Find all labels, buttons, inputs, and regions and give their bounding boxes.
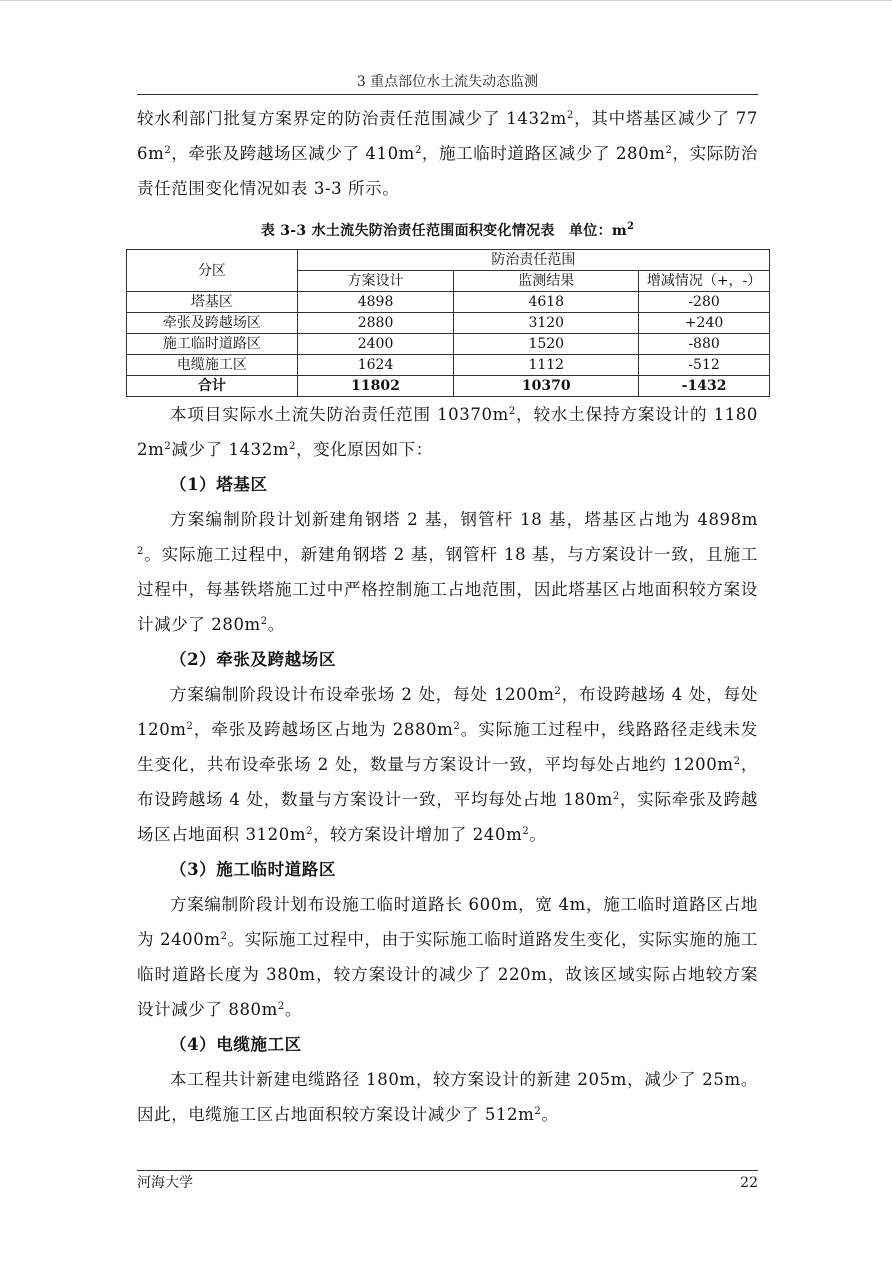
text-run: ，较方案设计增加了 240m	[313, 825, 523, 844]
superscript: 2	[164, 145, 172, 156]
header-plan: 方案设计	[297, 271, 454, 292]
superscript: 2	[414, 145, 422, 156]
section-heading: （2）牵张及跨越场区	[170, 650, 336, 669]
text-run: 本工程共计新建电缆路径 180m，较方案设计的新建 205m，减少了 25m。因此，电缆施工区占地面积较方案设计减少了 512m	[137, 1070, 758, 1124]
text-run: ，变化原因如下：	[296, 440, 433, 459]
cell-result: 1520	[454, 334, 639, 355]
cell-zone: 塔基区	[127, 292, 298, 313]
section-paragraph	[137, 1062, 758, 1132]
header-zone: 分区	[127, 250, 298, 292]
text-run: 减少了 1432m	[171, 440, 290, 459]
cell-delta: -1432	[639, 376, 770, 397]
text-run: 本项目实际水土流失防治责任范围 10370m	[170, 405, 509, 424]
superscript: 2	[137, 546, 144, 557]
header-delta: 增减情况（+，-）	[639, 271, 770, 292]
text-run: 。	[267, 615, 285, 634]
cell-result: 3120	[454, 313, 639, 334]
cell-zone: 合计	[127, 376, 298, 397]
table-row	[127, 313, 770, 334]
cell-result: 4618	[454, 292, 639, 313]
text-run: ，其中塔基区减少了 776m	[137, 109, 758, 163]
superscript: 2	[277, 1001, 285, 1012]
superscript: 2	[665, 145, 673, 156]
superscript: 2	[453, 721, 461, 732]
text-run: 。实际施工过程中，新建角钢塔 2 基，钢管杆 18 基，与方案设计一致，且施工过程中，每基铁塔施工过中严格控制施工占地范围，因此塔基区占地面积较方案设计减少了 280m	[137, 545, 758, 634]
text-run: 。	[529, 825, 547, 844]
section-heading: （3）施工临时道路区	[170, 860, 336, 879]
superscript: 2	[508, 406, 516, 417]
table-row	[127, 355, 770, 376]
section-heading: （1）塔基区	[170, 475, 268, 494]
superscript: 2	[186, 721, 194, 732]
text-run: ，较水土保持方案设计的 11802m	[137, 405, 758, 459]
cell-plan: 2880	[297, 313, 454, 334]
caption-text: 表 3-3 水土流失防治责任范围面积变化情况表 单位：m	[260, 223, 627, 239]
text-run: 方案编制阶段设计布设牵张场 2 处，每处 1200m	[170, 685, 555, 704]
text-run: 。实际施工过程中，线路路径走线未发生变化，共布设牵张场 2 处，数量与方案设计一致，平均每处占地约 1200m	[137, 720, 758, 774]
text-run: ，实际防治责任范围变化情况如表 3-3 所示。	[137, 144, 759, 198]
text-run: 较水利部门批复方案界定的防治责任范围减少了 1432m	[137, 109, 567, 128]
table-header-row	[127, 250, 770, 271]
superscript: 2	[733, 756, 741, 767]
page-top-border	[0, 0, 892, 1]
cell-plan: 2400	[297, 334, 454, 355]
cell-result: 1112	[454, 355, 639, 376]
text-run: ，牵张及跨越场区占地为 2880m	[193, 720, 454, 739]
text-run: 。	[284, 1000, 302, 1019]
header-rule	[137, 94, 758, 95]
intro-paragraph	[137, 101, 758, 206]
superscript: 2	[306, 826, 314, 837]
superscript: 2	[289, 441, 297, 452]
text-run: ，布设跨越场 4 处，数量与方案设计一致，平均每处占地 180m	[137, 755, 759, 809]
superscript: 2	[260, 616, 268, 627]
text-run: 。	[541, 1105, 559, 1124]
text-run: ，实际牵张及跨越场区占地面积 3120m	[137, 790, 758, 844]
table-caption	[137, 221, 758, 241]
superscript: 2	[554, 686, 562, 697]
superscript: 2	[220, 931, 228, 942]
cell-result: 10370	[454, 376, 639, 397]
table-row	[127, 292, 770, 313]
text-run: 方案编制阶段计划新建角钢塔 2 基，钢管杆 18 基，塔基区占地为 4898m	[170, 510, 758, 529]
superscript: 2	[534, 1106, 542, 1117]
page-number: 22	[740, 1175, 758, 1191]
section-heading: （4）电缆施工区	[170, 1035, 302, 1054]
cell-delta: -280	[639, 292, 770, 313]
cell-zone: 施工临时道路区	[127, 334, 298, 355]
summary-paragraph	[137, 397, 758, 467]
text-run: 方案编制阶段计划布设施工临时道路长 600m，宽 4m，施工临时道路区占地为 2400m	[137, 895, 758, 949]
superscript: 2	[627, 221, 635, 232]
table-row	[127, 334, 770, 355]
cell-plan: 1624	[297, 355, 454, 376]
page-body	[137, 101, 762, 1132]
superscript: 2	[612, 791, 620, 802]
page-header: 3 重点部位水土流失动态监测	[356, 74, 539, 90]
table-total-row	[127, 376, 770, 397]
superscript: 2	[164, 441, 172, 452]
text-run: 。实际施工过程中，由于实际施工临时道路发生变化，实际实施的施工临时道路长度为 380m，较方案设计的减少了 220m，故该区域实际占地较方案设计减少了 880m	[137, 930, 758, 1019]
text-run: ，施工临时道路区减少了 280m	[421, 144, 666, 163]
text-run: ，牵张及跨越场区减少了 410m	[171, 144, 415, 163]
cell-plan: 11802	[297, 376, 454, 397]
superscript: 2	[566, 110, 574, 121]
footer-rule	[137, 1170, 758, 1171]
cell-zone: 牵张及跨越场区	[127, 313, 298, 334]
footer-institution: 河海大学	[137, 1175, 193, 1191]
section-paragraph	[137, 502, 758, 642]
cell-delta: +240	[639, 313, 770, 334]
cell-zone: 电缆施工区	[127, 355, 298, 376]
cell-plan: 4898	[297, 292, 454, 313]
superscript: 2	[522, 826, 530, 837]
responsibility-area-table	[126, 249, 770, 397]
section-paragraph	[137, 887, 758, 1027]
header-group: 防治责任范围	[297, 250, 769, 271]
header-result: 监测结果	[454, 271, 639, 292]
text-run: ，布设跨越场 4 处，每处 120m	[137, 685, 758, 739]
cell-delta: -512	[639, 355, 770, 376]
section-paragraph	[137, 677, 758, 852]
cell-delta: -880	[639, 334, 770, 355]
